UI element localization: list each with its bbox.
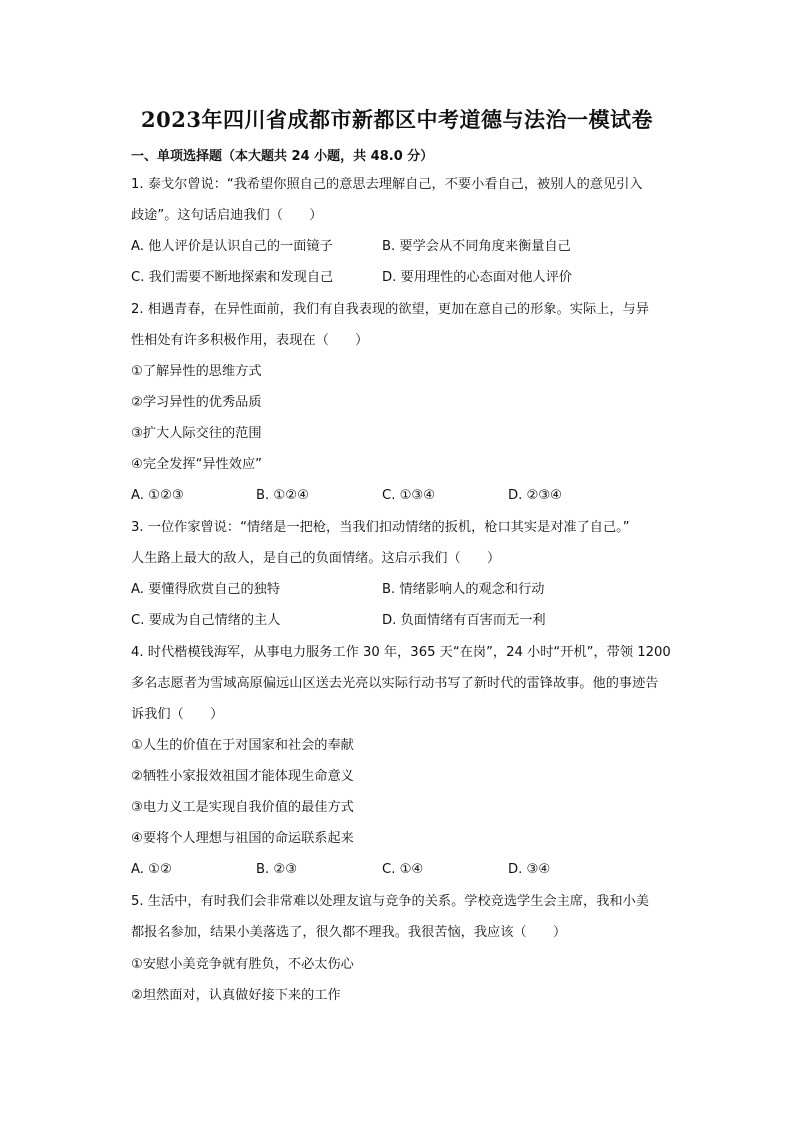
question-4-statement-3: ③电力义工是实现自我价值的最佳方式 [131, 800, 354, 815]
question-5-line-2: 都报名参加，结果小美落选了，很久都不理我。我很苦恼，我应该（ ） [131, 925, 567, 940]
question-1-option-b: B. 要学会从不同角度来衡量自己 [382, 239, 571, 254]
question-2-option-b: B. ①②④ [256, 488, 309, 503]
question-2-statement-3: ③扩大人际交往的范围 [131, 426, 262, 441]
question-1-option-a: A. 他人评价是认识自己的一面镜子 [131, 239, 333, 254]
question-2-statement-2: ②学习异性的优秀品质 [131, 395, 262, 410]
question-2-option-c: C. ①③④ [382, 488, 436, 503]
question-2-line-1: 2. 相遇青春，在异性面前，我们有自我表现的欲望，更加在意自己的形象。实际上，与异 [131, 302, 649, 317]
section-heading: 一、单项选择题（本大题共 24 小题，共 48.0 分） [131, 149, 434, 164]
question-2-option-d: D. ②③④ [508, 488, 563, 503]
question-1-line-2: 歧途”。这句话启迪我们（ ） [131, 208, 323, 223]
question-4-option-b: B. ②③ [256, 862, 298, 877]
question-2-statement-4: ④完全发挥“异性效应” [131, 457, 262, 472]
question-3-option-d: D. 负面情绪有百害而无一利 [382, 613, 546, 628]
question-3-line-2: 人生路上最大的敌人，是自己的负面情绪。这启示我们（ ） [131, 551, 501, 566]
question-4-statement-2: ②牺牲小家报效祖国才能体现生命意义 [131, 769, 354, 784]
question-5-statement-1: ①安慰小美竞争就有胜负，不必太伤心 [131, 957, 354, 972]
question-4-line-2: 多名志愿者为雪域高原偏远山区送去光亮以实际行动书写了新时代的雷锋故事。他的事迹告 [131, 676, 659, 691]
question-5-statement-2: ②坦然面对，认真做好接下来的工作 [131, 988, 341, 1003]
question-1-option-d: D. 要用理性的心态面对他人评价 [382, 270, 572, 285]
question-1-line-1: 1. 泰戈尔曾说：“我希望你照自己的意思去理解自己，不要小看自己，被别人的意见引入 [131, 177, 643, 192]
question-2-statement-1: ①了解异性的思维方式 [131, 364, 262, 379]
question-1-option-c: C. 我们需要不断地探索和发现自己 [131, 270, 334, 285]
question-2-line-2: 性相处有许多积极作用，表现在（ ） [131, 333, 369, 348]
question-4-option-d: D. ③④ [508, 862, 551, 877]
question-4-line-3: 诉我们（ ） [131, 707, 224, 722]
question-5-line-1: 5. 生活中，有时我们会非常难以处理友谊与竞争的关系。学校竞选学生会主席，我和小美 [131, 894, 649, 909]
question-4-statement-4: ④要将个人理想与祖国的命运联系起来 [131, 831, 354, 846]
question-4-statement-1: ①人生的价值在于对国家和社会的奉献 [131, 738, 354, 753]
question-4-option-c: C. ①④ [382, 862, 424, 877]
question-3-option-a: A. 要懂得欣赏自己的独特 [131, 582, 281, 597]
question-3-option-c: C. 要成为自己情绪的主人 [131, 613, 281, 628]
question-3-line-1: 3. 一位作家曾说：“情绪是一把枪，当我们扣动情绪的扳机，枪口其实是对准了自己。” [131, 520, 630, 535]
page-title: 2023年四川省成都市新都区中考道德与法治一模试卷 [141, 107, 653, 132]
question-4-option-a: A. ①② [131, 862, 172, 877]
question-4-line-1: 4. 时代楷模钱海军，从事电力服务工作 30 年，365 天“在岗”，24 小时“开机”，带领 1200 [131, 645, 671, 660]
question-3-option-b: B. 情绪影响人的观念和行动 [382, 582, 545, 597]
question-2-option-a: A. ①②③ [131, 488, 184, 503]
